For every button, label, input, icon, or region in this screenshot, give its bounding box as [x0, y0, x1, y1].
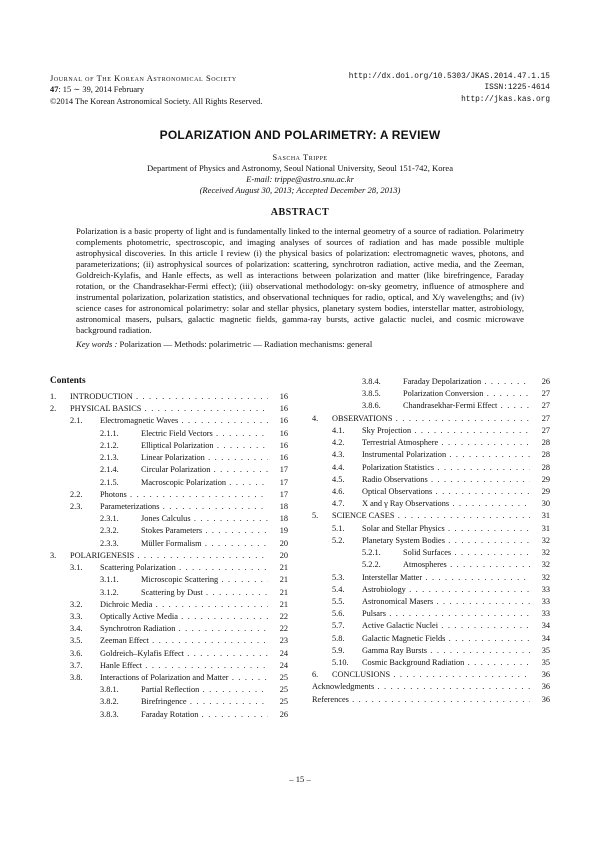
toc-entry[interactable]: [312, 462, 550, 474]
toc-entry-number: 3.4.: [70, 624, 83, 634]
toc-entry-page: 28: [532, 462, 550, 474]
toc-entry[interactable]: [50, 391, 288, 403]
paper-title: POLARIZATION AND POLARIMETRY: A REVIEW: [159, 128, 441, 142]
toc-entry[interactable]: [50, 623, 288, 635]
toc-entry-page: 16: [270, 452, 288, 464]
toc-entry[interactable]: [312, 596, 550, 608]
toc-entry-page: 22: [270, 611, 288, 623]
journal-url[interactable]: http://jkas.kas.org: [461, 95, 550, 104]
toc-entry[interactable]: [50, 574, 288, 586]
toc-entry-title: POLARIGENESIS . . .: [70, 550, 268, 562]
toc-entry-page: 24: [270, 660, 288, 672]
toc-entry-number: 3.8.2.: [100, 697, 119, 707]
toc-entry-number: 4.2.: [332, 438, 345, 448]
toc-entry-number: 3.2.: [70, 599, 83, 609]
toc-entry[interactable]: [312, 681, 550, 693]
toc-entry-number: 3.3.: [70, 611, 83, 621]
toc-entry-title: Chandrasekhar-Fermi Effect . . .: [403, 400, 530, 412]
toc-entry-page: 21: [270, 599, 288, 611]
toc-entry-title: Galactic Magnetic Fields . . .: [362, 633, 530, 645]
toc-entry[interactable]: [312, 425, 550, 437]
toc-entry[interactable]: [312, 510, 550, 522]
toc-entry[interactable]: [312, 449, 550, 461]
toc-entry-page: 34: [532, 620, 550, 632]
toc-entry-number: 2.1.2.: [100, 440, 119, 450]
toc-entry-number: 3.: [50, 550, 57, 560]
toc-entry-number: 5.2.: [332, 535, 345, 545]
toc-entry-title: OBSERVATIONS . . .: [332, 413, 530, 425]
volume-number: 47: [50, 85, 59, 95]
toc-entry-page: 27: [532, 413, 550, 425]
toc-entry-number: 3.8.1.: [100, 685, 119, 695]
toc-entry-page: 30: [532, 498, 550, 510]
toc-entry-page: 25: [270, 684, 288, 696]
toc-entry[interactable]: [50, 415, 288, 427]
toc-entry-page: 33: [532, 596, 550, 608]
toc-entry[interactable]: [312, 584, 550, 596]
toc-entry-title: Jones Calculus . . .: [141, 513, 268, 525]
toc-entry-page: 16: [270, 403, 288, 415]
toc-entry-page: 32: [532, 572, 550, 584]
toc-entry-number: 4.7.: [332, 499, 345, 509]
toc-entry-page: 17: [270, 464, 288, 476]
toc-entry-title: Instrumental Polarization . . .: [362, 449, 530, 461]
toc-entry-page: 33: [532, 584, 550, 596]
toc-entry[interactable]: [50, 403, 288, 415]
journal-header: [50, 73, 262, 107]
toc-entry-number: 3.1.1.: [100, 575, 119, 585]
toc-entry-title: References . . .: [312, 694, 530, 706]
toc-entry-title: Macroscopic Polarization . . .: [141, 477, 268, 489]
toc-entry-number: 5.: [312, 511, 319, 521]
toc-entry-number: 5.5.: [332, 596, 345, 606]
contents-heading: Contents: [50, 376, 86, 386]
author-email: E-mail: trippe@astro.snu.ac.kr: [246, 174, 354, 184]
toc-entry-title: Birefringence . . .: [141, 696, 268, 708]
affiliation: Department of Physics and Astronomy, Seoul National University, Seoul 151-742, Korea: [146, 163, 454, 173]
toc-entry[interactable]: [312, 437, 550, 449]
toc-entry-title: Astrobiology . . .: [362, 584, 530, 596]
toc-entry[interactable]: [50, 489, 288, 501]
toc-entry-number: 5.8.: [332, 633, 345, 643]
toc-entry-title: Cosmic Background Radiation . . .: [362, 657, 530, 669]
toc-entry-number: 3.8.4.: [362, 377, 381, 386]
toc-entry-title: Pulsars . . .: [362, 608, 530, 620]
toc-entry-number: 4.4.: [332, 462, 345, 472]
toc-entry-number: 2.3.: [70, 501, 83, 511]
toc-entry[interactable]: [50, 464, 288, 476]
toc-entry-title: Elliptical Polarization . . .: [141, 440, 268, 452]
toc-entry-number: 5.3.: [332, 572, 345, 582]
toc-entry-title: Polarization Conversion . . .: [403, 388, 530, 400]
toc-entry-page: 18: [270, 513, 288, 525]
author-block: [0, 152, 600, 196]
toc-entry-number: 3.8.3.: [100, 709, 119, 719]
toc-entry-page: 26: [270, 709, 288, 721]
toc-entry-title: INTRODUCTION . . .: [70, 391, 268, 403]
toc-entry-title: Partial Reflection . . .: [141, 684, 268, 696]
toc-entry-title: Photons . . .: [100, 489, 268, 501]
toc-entry-number: 5.4.: [332, 584, 345, 594]
toc-entry-number: 6.: [312, 670, 319, 680]
toc-entry[interactable]: [50, 452, 288, 464]
toc-entry[interactable]: [312, 535, 550, 547]
toc-entry-page: 18: [270, 501, 288, 513]
toc-entry-number: 3.8.5.: [362, 389, 381, 399]
toc-entry-number: 2.3.3.: [100, 538, 119, 548]
issn: ISSN:1225-4614: [484, 84, 550, 93]
toc-entry-title: Hanle Effect . . .: [100, 660, 268, 672]
toc-entry[interactable]: [50, 611, 288, 623]
toc-entry-page: 22: [270, 623, 288, 635]
toc-entry[interactable]: [50, 562, 288, 574]
toc-entry[interactable]: [50, 696, 288, 708]
toc-entry-number: 5.7.: [332, 621, 345, 631]
toc-entry-title: Interactions of Polarization and Matter . . .: [100, 672, 268, 684]
toc-entry-page: 19: [270, 525, 288, 537]
toc-entry[interactable]: [312, 376, 550, 388]
toc-entry[interactable]: [50, 550, 288, 562]
toc-entry-page: 34: [532, 633, 550, 645]
toc-entry[interactable]: [312, 608, 550, 620]
toc-entry[interactable]: [312, 669, 550, 681]
toc-entry-page: 26: [532, 376, 550, 388]
toc-entry-number: 4.: [312, 413, 319, 423]
toc-entry-number: 2.1.4.: [100, 465, 119, 475]
toc-entry-title: Linear Polarization . . .: [141, 452, 268, 464]
toc-entry-page: 20: [270, 550, 288, 562]
toc-entry[interactable]: [50, 538, 288, 550]
toc-entry-page: 16: [270, 391, 288, 403]
toc-entry-number: 2.1.1.: [100, 428, 119, 438]
toc-entry[interactable]: [312, 388, 550, 400]
received-dates: (Received August 30, 2013; Accepted December 28, 2013): [199, 185, 401, 195]
toc-entry-number: 4.3.: [332, 450, 345, 460]
toc-entry-page: 32: [532, 559, 550, 571]
toc-entry[interactable]: [50, 440, 288, 452]
toc-entry[interactable]: [50, 501, 288, 513]
toc-entry-title: CONCLUSIONS . . .: [332, 669, 530, 681]
toc-entry[interactable]: [50, 648, 288, 660]
toc-entry-number: 1.: [50, 392, 57, 401]
toc-entry[interactable]: [312, 413, 550, 425]
toc-entry-page: 27: [532, 388, 550, 400]
toc-entry-number: 4.6.: [332, 486, 345, 496]
toc-entry-number: 5.6.: [332, 609, 345, 619]
toc-entry-page: 17: [270, 489, 288, 501]
journal-identifiers: [349, 72, 550, 106]
toc-entry[interactable]: [50, 684, 288, 696]
toc-entry[interactable]: [312, 645, 550, 657]
toc-entry-page: 16: [270, 428, 288, 440]
toc-entry-page: 36: [532, 681, 550, 693]
toc-entry-number: 2.1.5.: [100, 477, 119, 487]
toc-entry-page: 36: [532, 694, 550, 706]
abstract-text: Polarization is a basic property of light and is fundamentally linked to the internal geometry of a source of radiation. Polarimetry complements photometric, spectroscopic, and imaging analyses of sources of radiation and has made possible multiple astrophysical discoveries. In this article I review (i) the physical basics of polarization: electromagnetic waves, photons, and parameterizations; (ii) astrophysical sources of polarization: scattering, synchrotron radiation, active media, and the Zeeman, Goldreich-Kylafis, and Hanle effects, as well as interactions between polarization and matter (like birefringence, Faraday rotation, or the Chandrasekhar-Fermi effect); (iii) observational methodology: on-sky geometry, influence of atmosphere and instrumental polarization, polarization statistics, and observational techniques for radio, optical, and X/γ wavelengths; and (iv) science cases for astronomical polarimetry: solar and stellar physics, planetary system bodies, interstellar matter, astrobiology, astronomical masers, pulsars, galactic magnetic fields, gamma-ray bursts, active galactic nuclei, and cosmic microwave background radiation.: [76, 226, 524, 335]
toc-entry-title: PHYSICAL BASICS . . .: [70, 403, 268, 415]
toc-entry-page: 27: [532, 425, 550, 437]
toc-entry-title: Dichroic Media . . .: [100, 599, 268, 611]
toc-entry-title: Planetary System Bodies . . .: [362, 535, 530, 547]
toc-entry[interactable]: [50, 513, 288, 525]
toc-entry-title: X and γ Ray Observations . . .: [362, 498, 530, 510]
toc-entry[interactable]: [312, 620, 550, 632]
toc-entry-title: Solid Surfaces . . .: [403, 547, 530, 559]
toc-entry-page: 33: [532, 608, 550, 620]
toc-entry-number: 3.7.: [70, 660, 83, 670]
toc-entry-title: SCIENCE CASES . . .: [332, 510, 530, 522]
toc-left-column: [50, 391, 288, 721]
toc-entry-title: Microscopic Scattering . . .: [141, 574, 268, 586]
toc-entry[interactable]: [50, 525, 288, 537]
toc-entry[interactable]: [50, 635, 288, 647]
toc-entry[interactable]: [50, 599, 288, 611]
toc-entry-page: 17: [270, 477, 288, 489]
toc-entry[interactable]: [312, 572, 550, 584]
toc-entry-number: 5.2.1.: [362, 548, 381, 558]
toc-entry[interactable]: [312, 486, 550, 498]
page-number: – 15 –: [289, 774, 311, 784]
issue-info: : 15 ∼ 39, 2014 February: [58, 85, 145, 95]
toc-entry-page: 32: [532, 547, 550, 559]
toc-entry-title: Zeeman Effect . . .: [100, 635, 268, 647]
toc-entry[interactable]: [312, 474, 550, 486]
toc-entry-title: Circular Polarization . . .: [141, 464, 268, 476]
toc-entry-page: 28: [532, 437, 550, 449]
toc-entry[interactable]: [312, 400, 550, 412]
toc-entry-number: 5.10.: [332, 658, 349, 668]
toc-entry-number: 2.: [50, 404, 57, 414]
toc-entry[interactable]: [312, 498, 550, 510]
author-name: Sascha Trippe: [272, 152, 328, 162]
toc-entry[interactable]: [312, 559, 550, 571]
toc-entry-page: 35: [532, 645, 550, 657]
keywords: [76, 339, 524, 350]
toc-entry-page: 16: [270, 415, 288, 427]
toc-entry-number: 5.2.2.: [362, 560, 381, 570]
toc-entry-title: Parameterizations . . .: [100, 501, 268, 513]
toc-entry-title: Radio Observations . . .: [362, 474, 530, 486]
toc-entry-title: Solar and Stellar Physics . . .: [362, 523, 530, 535]
toc-entry[interactable]: [312, 633, 550, 645]
toc-entry-number: 3.1.2.: [100, 587, 119, 597]
toc-entry-number: 2.3.2.: [100, 526, 119, 536]
toc-entry[interactable]: [50, 477, 288, 489]
toc-entry-title: Faraday Rotation . . .: [141, 709, 268, 721]
toc-entry-number: 3.8.6.: [362, 401, 381, 411]
toc-entry-number: 4.1.: [332, 425, 345, 435]
toc-entry[interactable]: [312, 694, 550, 706]
toc-entry-title: Astronomical Masers . . .: [362, 596, 530, 608]
toc-entry[interactable]: [50, 428, 288, 440]
toc-entry[interactable]: [50, 672, 288, 684]
toc-entry-number: 3.8.: [70, 673, 83, 683]
toc-entry[interactable]: [312, 657, 550, 669]
toc-entry-page: 29: [532, 474, 550, 486]
toc-entry-title: Faraday Depolarization . . .: [403, 376, 530, 388]
toc-entry-title: Optically Active Media . . .: [100, 611, 268, 623]
toc-entry-page: 21: [270, 574, 288, 586]
toc-entry[interactable]: [312, 547, 550, 559]
toc-entry-page: 25: [270, 672, 288, 684]
toc-entry-page: 25: [270, 696, 288, 708]
toc-entry-number: 5.1.: [332, 523, 345, 533]
journal-name: Journal of The Korean Astronomical Society: [50, 74, 237, 83]
toc-entry-page: 23: [270, 635, 288, 647]
keywords-label: Key words :: [76, 339, 118, 349]
toc-entry-title: Goldreich–Kylafis Effect . . .: [100, 648, 268, 660]
toc-entry-title: Interstellar Matter . . .: [362, 572, 530, 584]
toc-entry-number: 3.5.: [70, 636, 83, 646]
toc-entry-number: 3.1.: [70, 563, 83, 573]
toc-entry-title: Gamma Ray Bursts . . .: [362, 645, 530, 657]
doi-link[interactable]: http://dx.doi.org/10.5303/JKAS.2014.47.1.15: [348, 73, 550, 81]
toc-entry-title: Acknowledgments . . .: [312, 681, 530, 693]
toc-entry-number: 3.6.: [70, 648, 83, 658]
toc-entry-number: 2.3.1.: [100, 514, 119, 524]
toc-entry-page: 31: [532, 523, 550, 535]
toc-entry-page: 21: [270, 562, 288, 574]
toc-entry-page: 31: [532, 510, 550, 522]
toc-entry-page: 16: [270, 440, 288, 452]
toc-entry-page: 21: [270, 587, 288, 599]
toc-entry-number: 2.2.: [70, 489, 83, 499]
toc-right-column: [312, 376, 550, 706]
toc-entry-number: 2.1.3.: [100, 453, 119, 463]
toc-entry-page: 27: [532, 400, 550, 412]
toc-entry-title: Synchrotron Radiation . . .: [100, 623, 268, 635]
toc-entry-title: Optical Observations . . .: [362, 486, 530, 498]
copyright-line: ©2014 The Korean Astronomical Society. All Rights Reserved.: [50, 96, 263, 106]
toc-entry[interactable]: [50, 660, 288, 672]
toc-entry-number: 2.1.: [70, 416, 83, 426]
volume-line: [50, 84, 262, 95]
toc-entry-title: Sky Projection . . .: [362, 425, 530, 437]
toc-entry-title: Terrestrial Atmosphere . . .: [362, 437, 530, 449]
toc-entry[interactable]: [50, 587, 288, 599]
toc-entry[interactable]: [50, 709, 288, 721]
toc-entry-title: Müller Formalism . . .: [141, 538, 268, 550]
toc-entry-page: 35: [532, 657, 550, 669]
toc-entry-title: Electromagnetic Waves . . .: [100, 415, 268, 427]
toc-entry-page: 29: [532, 486, 550, 498]
toc-entry-page: 32: [532, 535, 550, 547]
toc-entry-page: 24: [270, 648, 288, 660]
toc-entry-title: Electric Field Vectors . . .: [141, 428, 268, 440]
toc-entry-title: Atmospheres . . .: [403, 559, 530, 571]
keywords-list: Polarization — Methods: polarimetric — Radiation mechanisms: general: [119, 339, 373, 349]
toc-entry-title: Stokes Parameters . . .: [141, 525, 268, 537]
toc-entry-page: 36: [532, 669, 550, 681]
toc-entry-title: Scattering by Dust . . .: [141, 587, 268, 599]
toc-entry-title: Active Galactic Nuclei . . .: [362, 620, 530, 632]
toc-entry[interactable]: [312, 523, 550, 535]
toc-entry-title: Polarization Statistics . . .: [362, 462, 530, 474]
toc-entry-page: 28: [532, 449, 550, 461]
toc-entry-title: Scattering Polarization . . .: [100, 562, 268, 574]
toc-entry-number: 5.9.: [332, 645, 345, 655]
toc-entry-page: 20: [270, 538, 288, 550]
toc-entry-number: 4.5.: [332, 474, 345, 484]
abstract-heading: ABSTRACT: [270, 207, 330, 218]
